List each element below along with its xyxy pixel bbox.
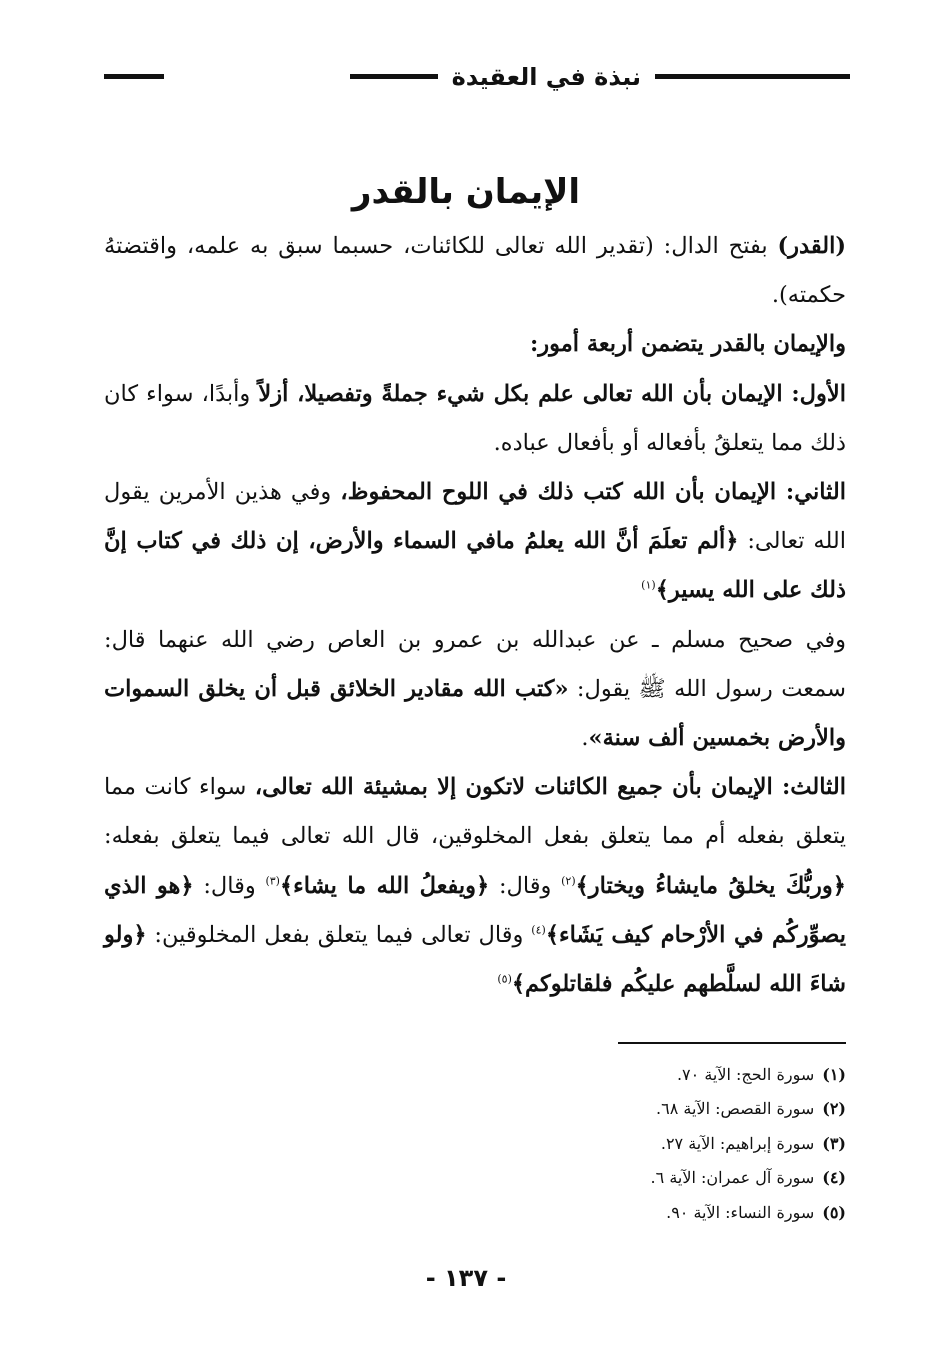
footnote-number: (٥) — [822, 1202, 846, 1222]
definition-text: بفتح الدال: (تقدير الله تعالى للكائنات، حسبما سبق به علمه، واقتضتهُ حكمته). — [104, 233, 846, 309]
running-header — [100, 58, 850, 98]
quran-quote-hajj: ﴿ألم تعلَمَ أنَّ الله يعلمُ مافي السماء والأرض، إن ذلك في كتاب إنَّ ذلك على الله يسير﴾ — [104, 528, 846, 604]
section-title: الإيمان بالقدر — [351, 172, 581, 212]
third-matter-text-2: وقال: — [489, 872, 562, 899]
footnote-ref-2: (٢) — [561, 874, 576, 888]
first-matter-text: وأبدًا، سواء كان ذلك مما يتعلقُ بأفعاله أو بأفعال عباده. — [104, 380, 846, 456]
footnote-text: سورة آل عمران: الآية ٦. — [650, 1168, 815, 1188]
paragraph-third — [104, 763, 846, 1009]
hadith-end: . — [581, 725, 589, 752]
footnote-ref-4: (٤) — [531, 923, 546, 937]
footnote-ref-1: (١) — [641, 578, 656, 592]
footnote-separator — [618, 1042, 846, 1044]
footnote-text: سورة القصص: الآية ٦٨. — [656, 1099, 815, 1119]
paragraph-four-matters: والإيمان بالقدر يتضمن أربعة أمور: — [529, 331, 846, 358]
header-rule-short — [104, 74, 164, 79]
footnote-item — [346, 1058, 846, 1092]
footnote-text: سورة إبراهيم: الآية ٢٧. — [660, 1133, 815, 1153]
third-matter-text-3: وقال: — [193, 872, 266, 899]
hadith-intro: وفي صحيح مسلم ـ عن عبدالله بن عمرو بن العاص رضي الله عنهما قال: سمعت رسول الله ﷺ يقول: — [104, 626, 846, 702]
third-matter-text-1: سواء كانت مما يتعلق بفعله أم مما يتعلق بفعل المخلوقين، قال الله تعالى فيما يتعلق بفعله: — [104, 774, 846, 850]
third-matter-heading: الثالث: الإيمان بأن جميع الكائنات لاتكون إلا بمشيئة الله تعالى، — [254, 774, 846, 801]
footnote-text: سورة النساء: الآية ٩٠. — [666, 1202, 815, 1222]
footnote-number: (٣) — [822, 1133, 846, 1153]
footnote-item — [346, 1127, 846, 1161]
paragraph-hadith — [104, 616, 846, 764]
hadith-quote: «كتب الله مقادير الخلائق قبل أن يخلق السموات والأرض بخمسين ألف سنة» — [104, 675, 846, 752]
second-matter-text: وفي هذين الأمرين يقول الله تعالى: — [104, 479, 846, 555]
footnote-ref-5: (٥) — [497, 972, 512, 986]
quran-quote-nisa: ﴿ولو شاءَ الله لسلَّطهم عليكُم فلقاتلوكم﴾ — [104, 921, 846, 998]
quran-quote-qasas: ﴿وربُّكَ يخلقُ مايشاءُ ويختار﴾ — [575, 872, 846, 899]
footnote-ref-3: (٣) — [265, 874, 280, 888]
header-title-wrap — [438, 58, 655, 96]
third-matter-text-4: وقال تعالى فيما يتعلق بفعل المخلوقين: — [146, 921, 532, 948]
footnote-item — [346, 1092, 846, 1126]
quran-quote-imran: ﴿هو الذي يصوِّركُم في الأرْحام كيف يَشَاء﴾ — [104, 872, 846, 948]
quran-quote-ibrahim: ﴿ويفعلُ الله ما يشاء﴾ — [279, 872, 490, 899]
footnotes — [346, 1058, 846, 1230]
term-qadar: (القدر) — [777, 233, 846, 259]
footnote-number: (٤) — [822, 1168, 846, 1188]
main-text — [104, 222, 846, 1009]
footnote-item — [346, 1196, 846, 1230]
footnote-item — [346, 1161, 846, 1195]
page-number: - ١٣٧ - — [425, 1264, 507, 1292]
paragraph-first — [104, 370, 846, 468]
paragraph-second — [104, 468, 846, 616]
paragraph-definition — [104, 222, 846, 320]
running-title: نبذة في العقيدة — [451, 63, 641, 91]
footnote-number: (٢) — [822, 1099, 846, 1119]
second-matter-heading: الثاني: الإيمان بأن الله كتب ذلك في اللوح المحفوظ، — [340, 479, 846, 506]
first-matter-heading: الأول: الإيمان بأن الله تعالى علم بكل شيء جملةً وتفصيلا، أزلاً — [258, 380, 846, 407]
footnote-number: (١) — [822, 1065, 846, 1084]
footnote-text: سورة الحج: الآية ٧٠. — [676, 1065, 815, 1084]
